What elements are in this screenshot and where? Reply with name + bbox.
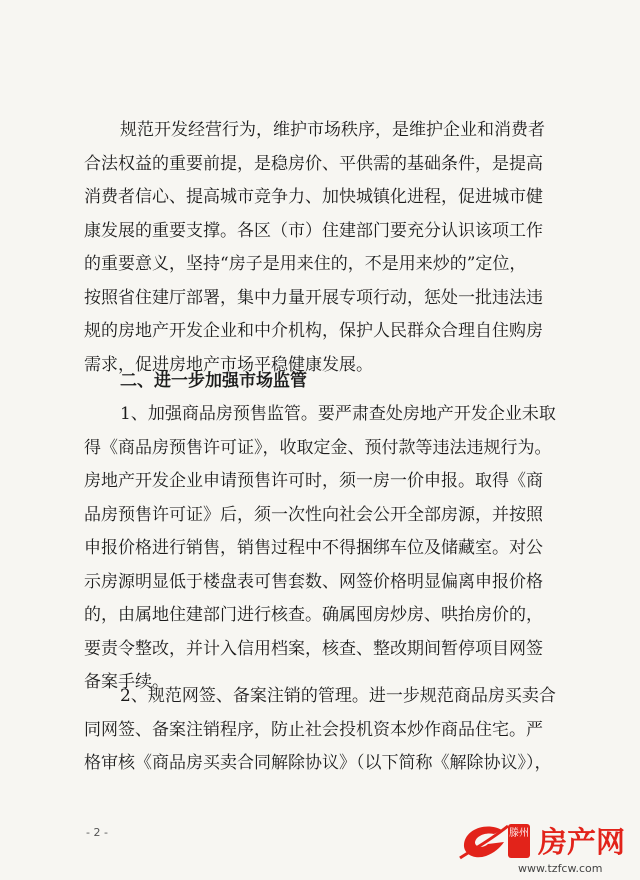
text-line: 得《商品房预售许可证》，收取定金、预付款等违法违规行为。 [84,437,552,458]
text-line: 同网签、备案注销程序，防止社会投机资本炒作商品住宅。严 [84,719,543,740]
text-line: 备案手续。 [84,672,169,692]
text-line: 申报价格进行销售，销售过程中不得捆绑车位及储藏室。对公 [84,538,543,558]
page-number: - 2 - [86,826,108,839]
brand-name: 房产网 [538,825,626,859]
site-watermark-logo [458,818,640,880]
text-line: 规范开发经营行为，维护市场秩序，是维护企业和消费者 [120,120,545,140]
text-line: 规的房地产开发企业和中介机构，保护人民群众合理自住购房 [84,321,543,341]
site-url: www.tzfcw.com [518,862,603,875]
paragraph-online-signing [84,680,564,781]
text-line: 的，由属地住建部门进行核查。确属囤房炒房、哄抬房价的， [84,605,543,625]
text-line: 房地产开发企业申请预售许可时，须一房一价申报。取得《商 [84,471,543,491]
text-line: 康发展的重要支撑。各区（市）住建部门要充分认识该项工作 [84,220,543,241]
text-line: 按照省住建厅部署，集中力量开展专项行动，惩处一批违法违 [84,287,543,308]
section-heading: 二、进一步加强市场监管 [120,371,307,391]
text-line: 的重要意义，坚持“房子是用来住的，不是用来炒的”定位， [84,254,527,274]
text-line: 要责令整改，并计入信用档案，核查、整改期间暂停项目网签 [84,638,543,659]
paragraph-intro [84,114,564,382]
text-line: 格审核《商品房买卖合同解除协议》（以下简称《解除协议》）， [84,753,552,773]
text-line: 合法权益的重要前提，是稳房价、平供需的基础条件，是提高 [84,153,543,174]
text-line: 品房预售许可证》后，须一次性向社会公开全部房源，并按照 [84,504,543,525]
text-line: 消费者信心、提高城市竞争力、加快城镇化进程，促进城市健 [84,187,543,207]
e-logo-icon [458,820,510,864]
text-line: 2、规范网签、备案注销的管理。进一步规范商品房买卖合 [120,686,556,706]
text-line: 示房源明显低于楼盘表可售套数、网签价格明显偏离申报价格 [84,571,543,592]
paragraph-presale-supervision [84,398,564,700]
city-badge: 滕州 [508,824,530,858]
text-line: 需求，促进房地产市场平稳健康发展。 [84,354,373,375]
text-line: 1、加强商品房预售监管。要严肃查处房地产开发企业未取 [120,404,556,424]
